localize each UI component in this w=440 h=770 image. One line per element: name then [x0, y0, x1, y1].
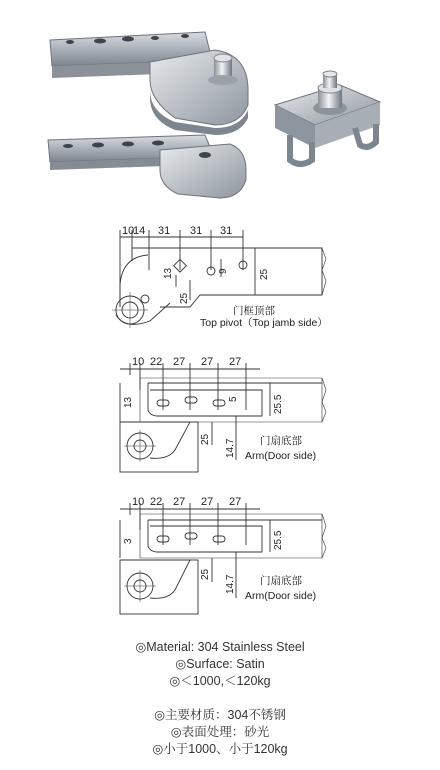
dim-8: 25.5 — [273, 394, 284, 414]
pivot-block-photo — [275, 71, 380, 164]
top-pivot-photo — [50, 32, 248, 135]
figure2-label-en: Arm(Door side) — [245, 450, 317, 462]
arm-drawing-2 — [0, 490, 440, 625]
spec-material: ◎Material: 304 Stainless Steel — [135, 640, 305, 654]
spec-surface: ◎Surface: Satin — [175, 657, 265, 671]
dim-10: 14.7 — [225, 438, 236, 458]
dim-8: 25 — [259, 268, 270, 280]
dim-7: 5 — [228, 396, 239, 402]
dim-6: 13 — [163, 267, 174, 279]
figure3-label-cn: 门扇底部 — [260, 575, 302, 587]
dim-8: 25 — [200, 568, 211, 580]
dim-2: 14 — [133, 225, 146, 237]
dim-9: 25 — [179, 292, 190, 304]
spec-material-cn: ◎主要材质：304不锈钢 — [154, 708, 286, 722]
dim-3: 27 — [173, 356, 186, 368]
dim-7: 25.5 — [273, 530, 284, 550]
dim-1: 10 — [122, 225, 135, 237]
arm-photo — [48, 135, 246, 198]
dim-9: 14.7 — [225, 574, 236, 594]
figure1-label-cn: 门框顶部 — [233, 305, 275, 317]
dim-5: 27 — [229, 496, 242, 508]
spec-limits-cn: ◎小于1000、小于120kg — [152, 742, 288, 756]
dim-9: 25 — [200, 433, 211, 445]
dim-2: 22 — [150, 496, 163, 508]
dim-4: 27 — [201, 496, 214, 508]
top-pivot-drawing — [0, 215, 440, 335]
dim-1: 10 — [132, 356, 145, 368]
figure2-label-cn: 门扇底部 — [260, 435, 302, 447]
spec-surface-cn: ◎表面处理：砂光 — [170, 725, 270, 739]
dim-6: 3 — [123, 538, 134, 544]
dim-4: 27 — [201, 356, 214, 368]
dim-6: 13 — [123, 396, 134, 408]
arm-drawing-1 — [0, 350, 440, 475]
dim-5: 27 — [229, 356, 242, 368]
product-photos — [0, 0, 440, 215]
dim-5: 31 — [220, 225, 233, 237]
figure1-label-en: Top pivot（Top jamb side） — [200, 317, 328, 329]
dim-2: 22 — [150, 356, 163, 368]
spec-limits: ◎＜1000,＜120kg — [169, 674, 271, 688]
dim-1: 10 — [132, 496, 145, 508]
dim-3: 31 — [158, 225, 171, 237]
figure3-label-en: Arm(Door side) — [245, 590, 317, 602]
dim-4: 31 — [190, 225, 203, 237]
specs-chinese — [0, 707, 440, 758]
dim-3: 27 — [173, 496, 186, 508]
dim-7: 9 — [218, 268, 229, 274]
specs-english — [0, 639, 440, 690]
